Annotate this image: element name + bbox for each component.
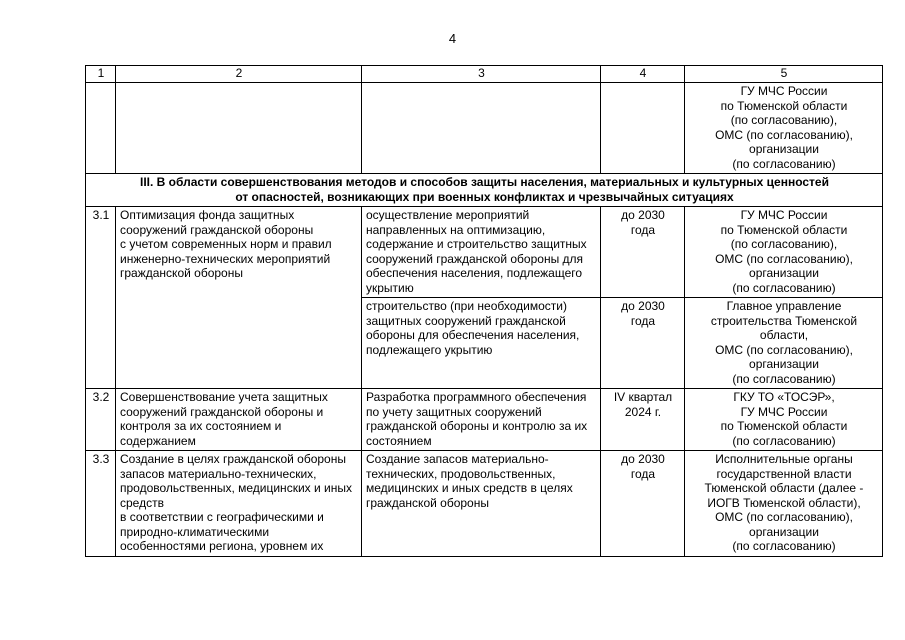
table-header-row xyxy=(86,66,883,83)
row-action: осуществление мероприятий направленных на оптимизацию, содержание и строительство защитных сооружений гражданской обороны для обеспечения населения, подлежащего укрытию xyxy=(362,207,601,298)
section-row xyxy=(86,174,883,207)
row-number: 3.2 xyxy=(86,389,116,451)
row-term: до 2030 года xyxy=(601,207,685,298)
page-number: 4 xyxy=(448,31,457,46)
table-row-3-1 xyxy=(86,207,883,298)
continuation-num xyxy=(86,83,116,174)
row-action: строительство (при необходимости) защитных сооружений гражданской обороны для обеспечения населения, подлежащего укрытию xyxy=(362,298,601,389)
row-task: Создание в целях гражданской обороны запасов материально-технических, продовольственных, медицинских и иных средств в соответствии с географическими и природно-климатическими особенностями региона, уровнем их xyxy=(116,451,362,557)
row-responsible: Главное управление строительства Тюменской области, ОМС (по согласованию), организации (по согласованию) xyxy=(685,298,883,389)
header-col-4: 4 xyxy=(601,66,685,83)
row-term: до 2030 года xyxy=(601,298,685,389)
row-responsible: ГКУ ТО «ТОСЭР», ГУ МЧС России по Тюменской области (по согласованию) xyxy=(685,389,883,451)
row-responsible: ГУ МЧС России по Тюменской области (по согласованию), ОМС (по согласованию), организации (по согласованию) xyxy=(685,207,883,298)
row-responsible: Исполнительные органы государственной власти Тюменской области (далее - ИОГВ Тюменской области), ОМС (по согласованию), организации (по согласованию) xyxy=(685,451,883,557)
plan-table xyxy=(85,65,883,557)
header-col-2: 2 xyxy=(116,66,362,83)
row-term: до 2030 года xyxy=(601,451,685,557)
continuation-responsible: ГУ МЧС России по Тюменской области (по согласованию), ОМС (по согласованию), организации (по согласованию) xyxy=(685,83,883,174)
continuation-term xyxy=(601,83,685,174)
header-col-3: 3 xyxy=(362,66,601,83)
row-task: Совершенствование учета защитных сооружений гражданской обороны и контроля за их состоянием и содержанием xyxy=(116,389,362,451)
row-number: 3.3 xyxy=(86,451,116,557)
table-row-3-2 xyxy=(86,389,883,451)
header-col-5: 5 xyxy=(685,66,883,83)
row-task: Оптимизация фонда защитных сооружений гражданской обороны с учетом современных норм и правил инженерно-технических мероприятий гражданской обороны xyxy=(116,207,362,389)
continuation-action xyxy=(362,83,601,174)
row-number: 3.1 xyxy=(86,207,116,389)
row-term: IV квартал 2024 г. xyxy=(601,389,685,451)
row-action: Разработка программного обеспечения по учету защитных сооружений гражданской обороны и контролю за их состоянием xyxy=(362,389,601,451)
continuation-name xyxy=(116,83,362,174)
table-row-3-3 xyxy=(86,451,883,557)
row-action: Создание запасов материально-технических, продовольственных, медицинских и иных средств в целях гражданской обороны xyxy=(362,451,601,557)
section-title: III. В области совершенствования методов и способов защиты населения, материальных и культурных ценностей от опасностей, возникающих при военных конфликтах и чрезвычайных ситуациях xyxy=(86,174,883,207)
header-col-1: 1 xyxy=(86,66,116,83)
continuation-row xyxy=(86,83,883,174)
